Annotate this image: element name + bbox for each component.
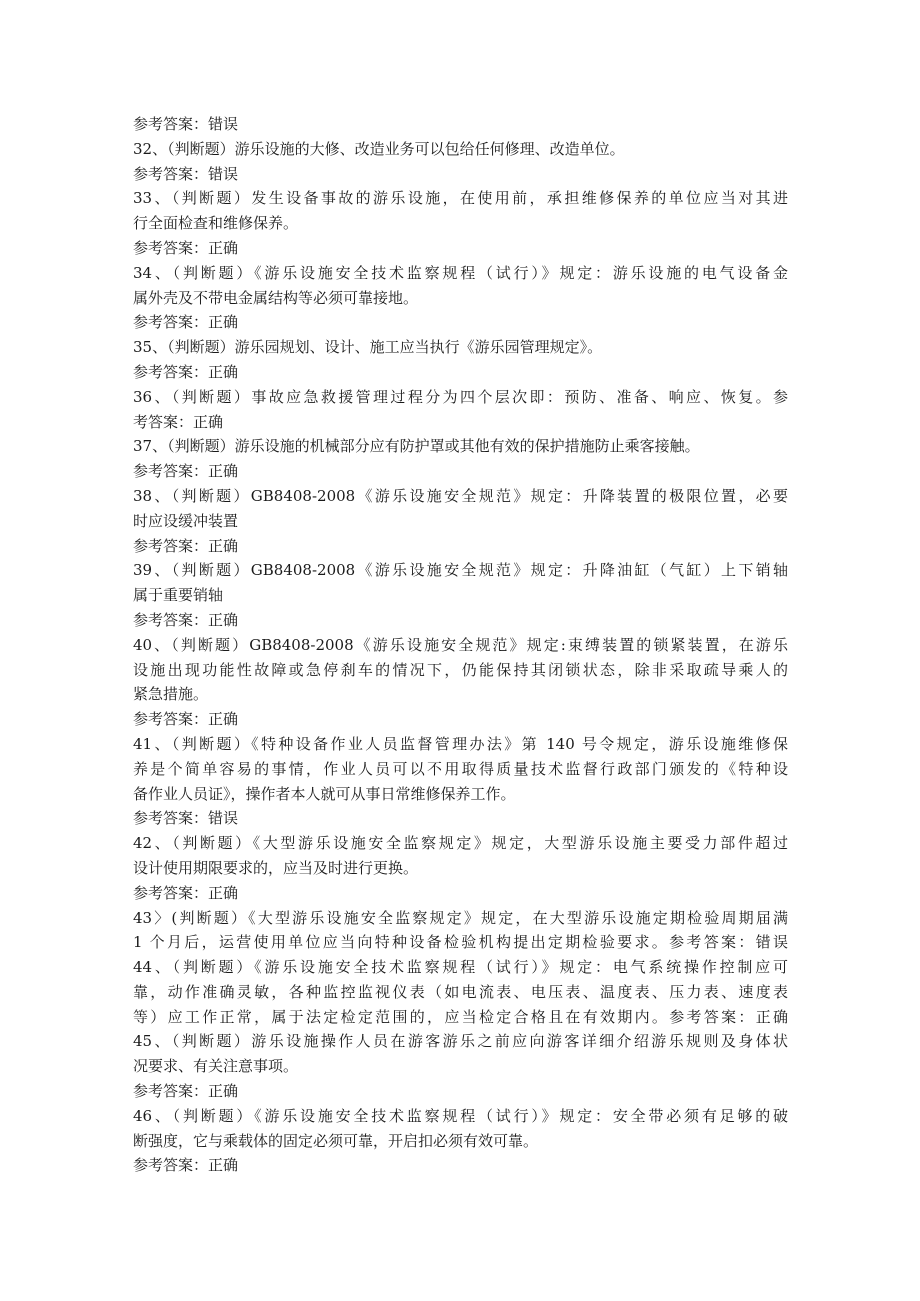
question-line: 38、（判断题）GB8408-2008《游乐设施安全规范》规定：升降装置的极限位置，必要: [133, 486, 788, 505]
question-line: 34、（判断题）《游乐设施安全技术监察规程（试行）》规定：游乐设施的电气设备金: [133, 263, 788, 282]
question-line: 考答案：正确: [133, 412, 224, 431]
question-line: 设计使用期限要求的，应当及时进行更换。: [133, 858, 419, 877]
question-line: 37、（判断题）游乐设施的机械部分应有防护罩或其他有效的保护措施防止乘客接触。: [133, 437, 700, 456]
answer-line: 参考答案：正确: [133, 1082, 239, 1101]
answer-line: 参考答案：正确: [133, 536, 239, 555]
question-line: 39、（判断题）GB8408-2008《游乐设施安全规范》规定：升降油缸（气缸）上下销轴: [133, 561, 788, 580]
question-line: 35、（判断题）游乐园规划、设计、施工应当执行《游乐园管理规定》。: [133, 338, 603, 357]
question-line: 32、（判断题）游乐设施的大修、改造业务可以包给任何修理、改造单位。: [133, 139, 625, 158]
question-line: 紧急措施。: [133, 685, 209, 704]
question-line: 况要求、有关注意事项。: [133, 1057, 299, 1076]
answer-line: 参考答案：错误: [133, 809, 239, 828]
question-line: 备作业人员证》，操作者本人就可从事日常维修保养工作。: [133, 784, 516, 803]
answer-line: 参考答案：正确: [133, 883, 239, 902]
question-line: 时应设缓冲装置: [133, 511, 239, 530]
answer-line: 参考答案：正确: [133, 1156, 239, 1175]
question-line: 等）应工作正常，属于法定检定范围的，应当检定合格且在有效期内。参考答案：正确: [133, 1007, 788, 1026]
answer-line: 参考答案：正确: [133, 238, 239, 257]
question-line: 行全面检查和维修保养。: [133, 214, 299, 233]
question-line: 36、（判断题）事故应急救援管理过程分为四个层次即：预防、准备、响应、恢复。参: [133, 387, 788, 406]
question-line: 45、（判断题）游乐设施操作人员在游客游乐之前应向游客详细介绍游乐规则及身体状: [133, 1032, 788, 1051]
answer-line: 参考答案：正确: [133, 362, 239, 381]
question-line: 43〉(判断题）《大型游乐设施安全监察规定》规定，在大型游乐设施定期检验周期届满: [133, 908, 788, 927]
answer-line: 参考答案：正确: [133, 462, 239, 481]
question-line: 属于重要销轴: [133, 586, 224, 605]
question-line: 设施出现功能性故障或急停刹车的情况下，仍能保持其闭锁状态，除非采取疏导乘人的: [133, 660, 788, 679]
question-line: 靠，动作准确灵敏，各种监控监视仪表（如电流表、电压表、温度表、压力表、速度表: [133, 982, 788, 1001]
question-line: 42、（判断题）《大型游乐设施安全监察规定》规定，大型游乐设施主要受力部件超过: [133, 834, 788, 853]
question-line: 41、（判断题）《特种设备作业人员监督管理办法》第 140 号令规定，游乐设施维修保: [133, 734, 788, 753]
document-body: [133, 112, 788, 1178]
answer-line: 参考答案：正确: [133, 610, 239, 629]
question-line: 断强度，它与乘载体的固定必须可靠，开启扣必须有效可靠。: [133, 1131, 539, 1150]
question-line: 46、（判断题）《游乐设施安全技术监察规程（试行）》规定：安全带必须有足够的破: [133, 1106, 788, 1125]
question-line: 40、（判断题）GB8408-2008《游乐设施安全规范》规定:束缚装置的锁紧装置，在游乐: [133, 635, 788, 654]
answer-line: 参考答案：正确: [133, 710, 239, 729]
question-line: 1 个月后，运营使用单位应当向特种设备检验机构提出定期检验要求。参考答案：错误: [133, 933, 788, 952]
answer-line: 参考答案：错误: [133, 115, 239, 133]
question-line: 44、（判断题）《游乐设施安全技术监察规程（试行）》规定：电气系统操作控制应可: [133, 958, 788, 977]
question-line: 属外壳及不带电金属结构等必须可靠接地。: [133, 288, 419, 307]
answer-line: 参考答案：错误: [133, 164, 239, 183]
question-line: 养是个简单容易的事情，作业人员可以不用取得质量技术监督行政部门颁发的《特种设: [133, 759, 788, 778]
answer-line: 参考答案：正确: [133, 313, 239, 332]
question-line: 33、（判断题）发生设备事故的游乐设施，在使用前，承担维修保养的单位应当对其进: [133, 189, 788, 208]
